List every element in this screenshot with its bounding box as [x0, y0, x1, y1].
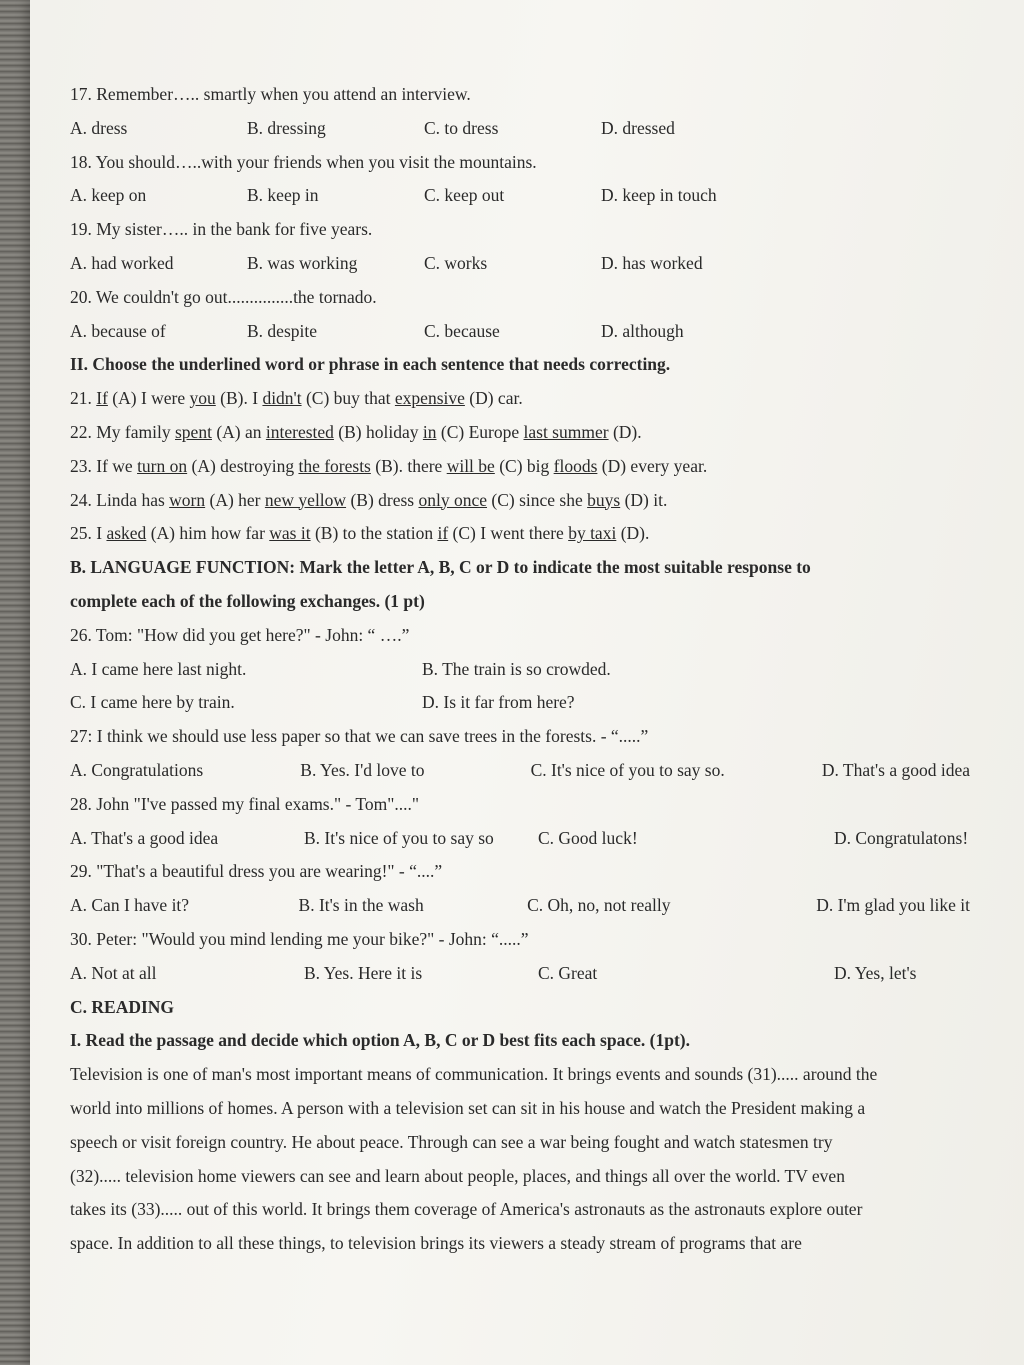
- q18-options: [70, 179, 970, 213]
- q27-option-a: A. Congratulations: [70, 759, 204, 780]
- q22-underlined-b: interested: [265, 421, 334, 442]
- q28-stem: 28. John "I've passed my final exams." - Tom"....": [70, 793, 420, 814]
- passage-line: (32)..... television home viewers can see and learn about people, places, and things all over the world. TV even: [70, 1165, 845, 1186]
- q25-text: (A) him how far: [146, 523, 270, 544]
- q24-text: 24. Linda has: [70, 489, 170, 510]
- q24-underlined-c: only once: [418, 489, 488, 510]
- q23-underlined-b: the forests: [298, 455, 371, 476]
- q22-underlined-c: in: [422, 421, 437, 442]
- section-ii-heading: II. Choose the underlined word or phrase in each sentence that needs correcting.: [70, 354, 671, 375]
- q21-text: (B). I: [215, 388, 263, 409]
- q18-option-c: C. keep out: [424, 185, 505, 206]
- q30-option-b: B. Yes. Here it is: [304, 962, 423, 983]
- exam-sheet: [30, 0, 1024, 1365]
- passage-line: Television is one of man's most important means of communication. It brings events and sounds (31)..... around the: [70, 1064, 878, 1085]
- q21-underlined-b: you: [189, 388, 216, 409]
- q23-underlined-c: will be: [446, 455, 495, 476]
- q22-underlined-a: spent: [175, 421, 212, 442]
- q17-stem: 17. Remember….. smartly when you attend an interview.: [70, 84, 471, 104]
- q24-underlined-a: worn: [169, 489, 206, 510]
- q23-text: 23. If we: [70, 455, 138, 476]
- q30-option-d: D. Yes, let's: [834, 962, 917, 983]
- q17-option-c: C. to dress: [424, 117, 499, 138]
- q25-underlined-a: asked: [106, 523, 147, 544]
- section-c-heading: C. READING: [70, 996, 175, 1017]
- q23-sentence: [70, 450, 970, 484]
- q20-option-a: A. because of: [70, 320, 166, 341]
- q28-option-d: D. Congratulatons!: [834, 827, 969, 848]
- q24-sentence: [70, 484, 970, 518]
- passage-line: speech or visit foreign country. He about peace. Through can see a war being fought and watch statesmen try: [70, 1131, 833, 1152]
- q29-option-a: A. Can I have it?: [70, 895, 190, 916]
- passage-line: world into millions of homes. A person with a television set can sit in his house and watch the President making a: [70, 1097, 866, 1118]
- q17-option-a: A. dress: [70, 117, 128, 138]
- q29-option-b: B. It's in the wash: [298, 895, 424, 916]
- q20-options: [70, 315, 970, 349]
- q25-text: 25. I: [70, 523, 107, 544]
- q19-stem: 19. My sister….. in the bank for five years.: [70, 219, 373, 240]
- section-c1-heading: I. Read the passage and decide which option A, B, C or D best fits each space. (1pt).: [70, 1030, 690, 1051]
- q30-option-a: A. Not at all: [70, 962, 157, 983]
- q19-option-b: B. was working: [247, 252, 358, 273]
- q21-underlined-d: expensive: [394, 388, 465, 409]
- q20-option-c: C. because: [424, 320, 500, 341]
- q22-text: (D).: [608, 421, 642, 442]
- q23-text: (B). there: [370, 455, 447, 476]
- q27-option-d: D. That's a good idea: [821, 759, 971, 780]
- q19-option-d: D. has worked: [601, 252, 703, 273]
- q25-underlined-d: by taxi: [568, 523, 617, 544]
- q28-options: [70, 822, 970, 856]
- q24-text: (B) dress: [346, 489, 419, 510]
- q20-option-b: B. despite: [247, 320, 317, 341]
- q28-option-c: C. Good luck!: [538, 827, 638, 848]
- section-b-heading-cont: complete each of the following exchanges. (1 pt): [70, 590, 425, 611]
- passage-line: space. In addition to all these things, to television brings its viewers a steady stream of programs that are: [70, 1233, 802, 1254]
- q26-option-d: D. Is it far from here?: [422, 692, 575, 713]
- q25-underlined-c: if: [437, 523, 449, 544]
- q27-options: [70, 754, 970, 788]
- q21-underlined-a: If: [96, 388, 108, 409]
- q19-option-a: A. had worked: [70, 252, 174, 273]
- q23-text: (C) big: [494, 455, 554, 476]
- q27-option-b: B. Yes. I'd love to: [300, 759, 425, 780]
- q18-option-a: A. keep on: [70, 185, 147, 206]
- q21-text: (A) I were: [107, 388, 190, 409]
- q26-option-c: C. I came here by train.: [70, 692, 235, 713]
- q29-option-c: C. Oh, no, not really: [527, 895, 671, 916]
- q25-sentence: [70, 517, 970, 551]
- binder-edge: [0, 0, 30, 1365]
- q21-underlined-c: didn't: [262, 388, 302, 409]
- q21-text: 21.: [70, 388, 97, 409]
- q30-option-c: C. Great: [538, 962, 598, 983]
- q26-option-b: B. The train is so crowded.: [422, 658, 611, 679]
- q26-options-cd: [70, 686, 970, 720]
- q30-stem: 30. Peter: "Would you mind lending me your bike?" - John: “.....”: [70, 928, 529, 949]
- q30-options: [70, 957, 970, 991]
- q23-underlined-d: floods: [553, 455, 598, 476]
- q18-option-d: D. keep in touch: [601, 185, 717, 206]
- q24-text: (A) her: [205, 489, 265, 510]
- q17-option-d: D. dressed: [601, 117, 675, 138]
- q28-option-a: A. That's a good idea: [70, 827, 219, 848]
- q27-option-c: C. It's nice of you to say so.: [530, 759, 725, 780]
- q22-text: 22. My family: [70, 421, 175, 442]
- q22-text: (C) Europe: [436, 421, 524, 442]
- q24-text: (C) since she: [487, 489, 588, 510]
- q25-underlined-b: was it: [269, 523, 311, 544]
- q23-underlined-a: turn on: [137, 455, 188, 476]
- q22-text: (B) holiday: [333, 421, 423, 442]
- passage-line: takes its (33)..... out of this world. It brings them coverage of America's astronauts as the astronauts explore outer: [70, 1199, 863, 1220]
- q25-text: (B) to the station: [310, 523, 438, 544]
- q24-text: (D) it.: [620, 489, 668, 510]
- q29-options: [70, 889, 970, 923]
- q17-option-b: B. dressing: [247, 117, 326, 138]
- q26-option-a: A. I came here last night.: [70, 658, 247, 679]
- q20-option-d: D. although: [601, 320, 684, 341]
- q24-underlined-d: buys: [587, 489, 621, 510]
- q21-text: (C) buy that: [301, 388, 395, 409]
- q25-text: (C) I went there: [448, 523, 569, 544]
- q18-option-b: B. keep in: [247, 185, 319, 206]
- q25-text: (D).: [616, 523, 650, 544]
- q26-stem: 26. Tom: "How did you get here?" - John: “ ….”: [70, 624, 410, 645]
- q22-underlined-d: last summer: [523, 421, 609, 442]
- q29-option-d: D. I'm glad you like it: [816, 895, 971, 916]
- q23-text: (D) every year.: [597, 455, 708, 476]
- q19-options: [70, 247, 970, 281]
- q27-stem: 27: I think we should use less paper so that we can save trees in the forests. - “.....”: [70, 726, 649, 747]
- q20-stem: 20. We couldn't go out...............the tornado.: [70, 286, 377, 307]
- q22-text: (A) an: [211, 421, 266, 442]
- section-b-heading: B. LANGUAGE FUNCTION: Mark the letter A, B, C or D to indicate the most suitable response to: [70, 557, 811, 578]
- q23-text: (A) destroying: [187, 455, 299, 476]
- q19-option-c: C. works: [424, 252, 488, 273]
- q24-underlined-b: new yellow: [264, 489, 347, 510]
- q22-sentence: [70, 416, 970, 450]
- q21-sentence: [70, 382, 970, 416]
- exam-content: [70, 78, 970, 1261]
- q29-stem: 29. "That's a beautiful dress you are wearing!" - “....”: [70, 861, 443, 882]
- q18-stem: 18. You should…..with your friends when you visit the mountains.: [70, 151, 537, 172]
- q21-text: (D) car.: [464, 388, 523, 409]
- q17-options: [70, 112, 970, 146]
- q28-option-b: B. It's nice of you to say so: [304, 827, 494, 848]
- q26-options-ab: [70, 653, 970, 687]
